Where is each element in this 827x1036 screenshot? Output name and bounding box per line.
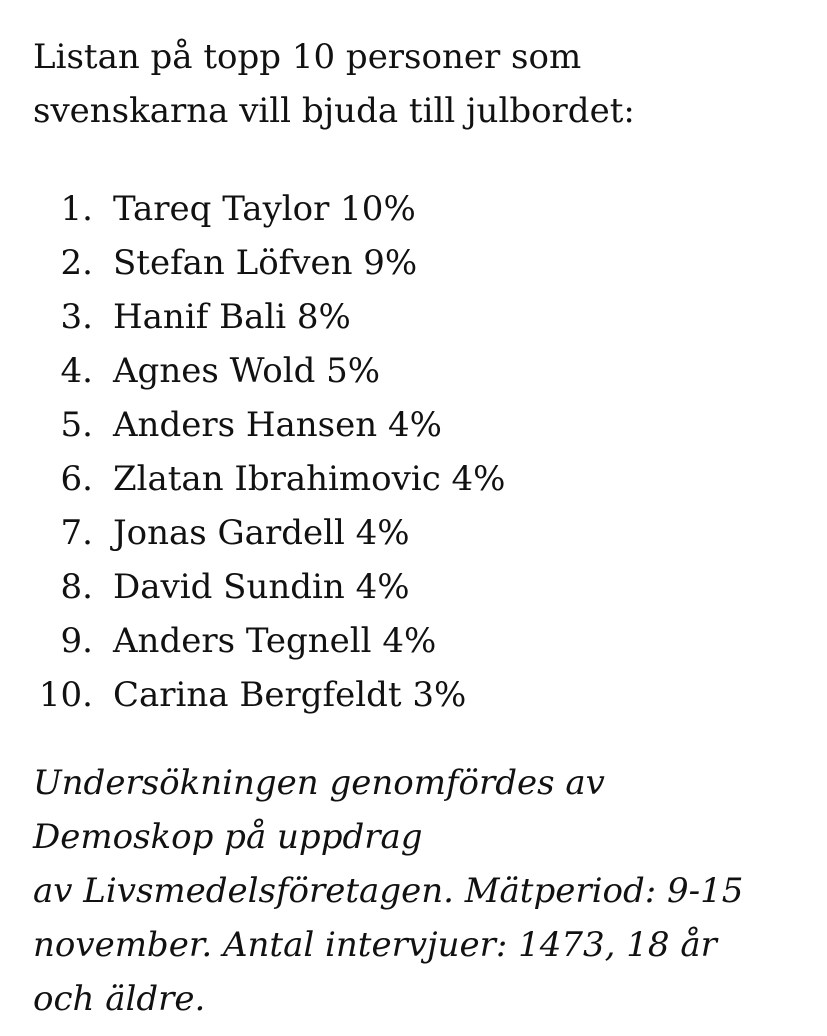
intro-line: Listan på topp 10 personer som xyxy=(33,37,582,77)
rank-number: 6. xyxy=(60,459,93,499)
article-body xyxy=(33,30,813,1019)
footnote-line: Undersökningen genomfördes av xyxy=(33,763,605,803)
rank-number: 7. xyxy=(60,513,93,553)
rank-number: 5. xyxy=(60,405,93,445)
rank-entry: Hanif Bali 8% xyxy=(113,297,351,337)
list-item xyxy=(33,452,793,506)
rank-number: 4. xyxy=(60,351,93,391)
rank-number: 9. xyxy=(60,621,93,661)
intro-paragraph xyxy=(33,30,813,138)
rank-entry: Stefan Löfven 9% xyxy=(113,243,418,283)
list-item xyxy=(33,236,793,290)
list-item xyxy=(33,614,793,668)
rank-entry: Anders Hansen 4% xyxy=(113,405,442,445)
rank-entry: Carina Bergfeldt 3% xyxy=(113,675,467,715)
list-item xyxy=(33,668,793,722)
footnote-line: Demoskop på uppdrag xyxy=(33,817,423,857)
list-item xyxy=(33,560,793,614)
footnote-line: av Livsmedelsföretagen. Mätperiod: 9-15 xyxy=(33,871,744,911)
survey-footnote xyxy=(33,756,813,1026)
rank-entry: Zlatan Ibrahimovic 4% xyxy=(113,459,506,499)
rank-entry: David Sundin 4% xyxy=(113,567,410,607)
rank-entry: Agnes Wold 5% xyxy=(113,351,381,391)
list-item xyxy=(33,182,793,236)
list-item xyxy=(33,506,793,560)
list-item xyxy=(33,344,793,398)
rank-number: 8. xyxy=(60,567,93,607)
intro-line: svenskarna vill bjuda till julbordet: xyxy=(33,91,635,131)
rank-number: 1. xyxy=(60,189,93,229)
ranking-list xyxy=(33,182,793,722)
list-item xyxy=(33,290,793,344)
rank-number: 2. xyxy=(60,243,93,283)
footnote-line: och äldre. xyxy=(33,979,206,1019)
rank-number: 10. xyxy=(38,675,93,715)
rank-entry: Jonas Gardell 4% xyxy=(113,513,410,553)
footnote-line: november. Antal intervjuer: 1473, 18 år xyxy=(33,925,717,965)
rank-number: 3. xyxy=(60,297,93,337)
rank-entry: Tareq Taylor 10% xyxy=(113,189,416,229)
rank-entry: Anders Tegnell 4% xyxy=(113,621,437,661)
list-item xyxy=(33,398,793,452)
